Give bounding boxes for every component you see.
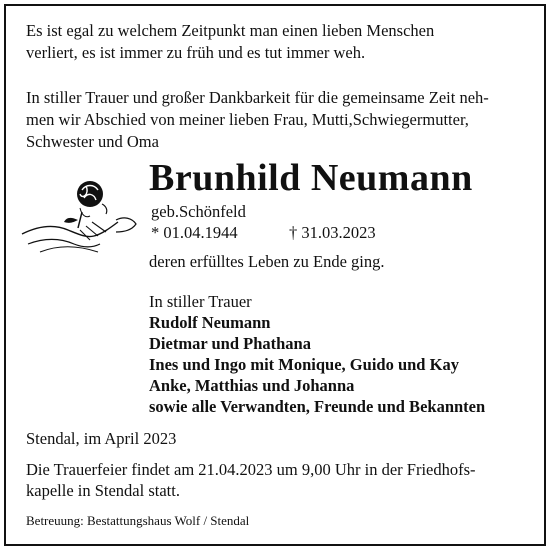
birth-date: * 01.04.1944 [151, 223, 238, 242]
intro-line-2: verliert, es ist immer zu früh und es tut immer weh. [26, 43, 366, 62]
death-date: † 31.03.2023 [289, 223, 376, 242]
mourning-line-3: Schwester und Oma [26, 132, 159, 151]
funeral-line-2: kapelle in Stendal statt. [26, 481, 180, 500]
funeral-line-1: Die Trauerfeier findet am 21.04.2023 um 9,00 Uhr in der Friedhofs- [26, 460, 476, 479]
obituary-notice [4, 4, 546, 546]
mourner-5: sowie alle Verwandten, Freunde und Bekannten [149, 397, 486, 416]
mourner-3: Ines und Ingo mit Monique, Guido und Kay [149, 355, 459, 374]
place-date: Stendal, im April 2023 [26, 429, 177, 448]
mourner-1: Rudolf Neumann [149, 313, 271, 332]
signoff-intro: In stiller Trauer [149, 292, 252, 311]
mourner-4: Anke, Matthias und Johanna [149, 376, 355, 395]
mourning-line-1: In stiller Trauer und großer Dankbarkeit für die gemeinsame Zeit neh- [26, 88, 489, 107]
intro-line-1: Es ist egal zu welchem Zeitpunkt man einen lieben Menschen [26, 21, 435, 40]
deceased-name: Brunhild Neumann [149, 157, 473, 199]
hands-holding-rose-icon [20, 172, 140, 262]
birth-name: geb.Schönfeld [151, 202, 246, 221]
footer-credit: Betreuung: Bestattungshaus Wolf / Stendal [26, 513, 250, 528]
life-line: deren erfülltes Leben zu Ende ging. [149, 252, 385, 271]
mourning-line-2: men wir Abschied von meiner lieben Frau, Mutti,Schwiegermutter, [26, 110, 469, 129]
mourner-2: Dietmar und Phathana [149, 334, 311, 353]
